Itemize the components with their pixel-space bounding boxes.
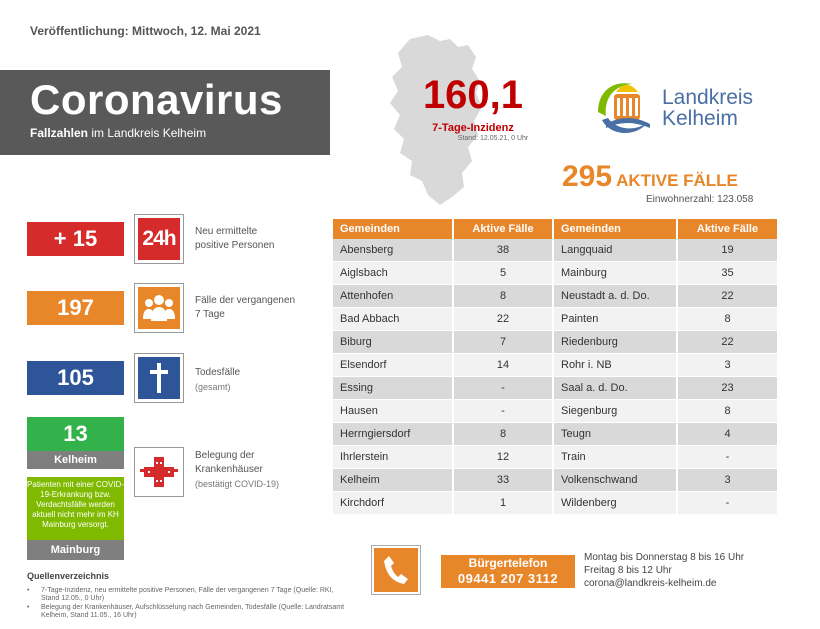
cross-icon-box	[134, 353, 184, 403]
week-cases-value: 197	[27, 291, 124, 325]
new-cases-value: + 15	[27, 222, 124, 256]
municipality-cell: Herrngiersdorf	[333, 423, 454, 446]
active-cases-cell: -	[678, 492, 777, 515]
active-cases-cell: 35	[678, 262, 777, 285]
logo-text: Landkreis Kelheim	[662, 86, 754, 130]
deaths-value: 105	[27, 361, 124, 395]
hotline-hours	[584, 551, 744, 590]
municipality-cell: Kirchdorf	[333, 492, 454, 515]
municipality-cell: Essing	[333, 377, 454, 400]
page-title: Coronavirus	[30, 76, 283, 123]
active-cases-cell: 19	[678, 239, 777, 262]
municipality-cell: Elsendorf	[333, 354, 454, 377]
hours-line: Freitag 8 bis 12 Uhr	[584, 565, 672, 576]
municipality-cell: Rohr i. NB	[554, 354, 678, 377]
hotline-email[interactable]: corona@landkreis-kelheim.de	[584, 578, 717, 589]
source-item: • Belegung der Krankenhäuser, Aufschlüsselung nach Gemeinden, Todesfälle (Quelle: Landratsamt Kelheim, Stand 11.05., 16 Uhr)	[27, 604, 347, 620]
sources	[27, 571, 347, 621]
active-cases-cell: 8	[454, 423, 554, 446]
municipality-cell: Volkenschwand	[554, 469, 678, 492]
active-cases-cell: -	[678, 446, 777, 469]
hospital-value: 13	[27, 417, 124, 451]
active-cases-cell: 22	[454, 308, 554, 331]
table-row	[333, 423, 777, 446]
hotline-box	[441, 555, 575, 588]
population: Einwohnerzahl: 123.058	[646, 194, 754, 205]
week-cases-desc: Fälle der vergangenen 7 Tage	[195, 295, 296, 320]
active-cases-cell: 38	[454, 239, 554, 262]
column-header: Aktive Fälle	[454, 219, 554, 239]
municipality-cell: Bad Abbach	[333, 308, 454, 331]
municipality-cell: Riedenburg	[554, 331, 678, 354]
table-row	[333, 308, 777, 331]
active-cases-cell: -	[454, 400, 554, 423]
sources-heading: Quellenverzeichnis	[27, 571, 110, 581]
24h-icon: 24h	[138, 218, 180, 260]
table-row	[333, 285, 777, 308]
table-row	[333, 400, 777, 423]
municipality-cell: Attenhofen	[333, 285, 454, 308]
municipality-cell: Abensberg	[333, 239, 454, 262]
active-cases-cell: 8	[678, 400, 777, 423]
active-cases-cell: 22	[678, 331, 777, 354]
active-cases-cell: 23	[678, 377, 777, 400]
table-row	[333, 331, 777, 354]
source-item: • 7-Tage-Inzidenz, neu ermittelte positive Personen, Fälle der vergangenen 7 Tage (Quelle: RKI, Stand 12.05., 0 Uhr)	[27, 587, 347, 603]
municipality-cell: Siegenburg	[554, 400, 678, 423]
publication-date: Veröffentlichung: Mittwoch, 12. Mai 2021	[30, 24, 261, 38]
active-cases	[562, 160, 738, 194]
municipality-table	[333, 219, 777, 515]
municipality-cell: Biburg	[333, 331, 454, 354]
table-row	[333, 239, 777, 262]
municipality-cell: Mainburg	[554, 262, 678, 285]
incidence-label: 7-Tage-Inzidenz	[432, 122, 514, 134]
cross-icon	[138, 357, 180, 399]
hotline-number: 09441 207 3112	[457, 571, 559, 586]
active-cases-cell: 33	[454, 469, 554, 492]
column-header: Aktive Fälle	[678, 219, 777, 239]
hospital-icon-box	[134, 447, 184, 497]
municipality-cell: Ihrlerstein	[333, 446, 454, 469]
active-cases-cell: 14	[454, 354, 554, 377]
active-cases-cell: 4	[678, 423, 777, 446]
incidence-value: 160,1	[422, 73, 524, 117]
table-row	[333, 354, 777, 377]
table-row	[333, 262, 777, 285]
table-header-row	[333, 219, 777, 239]
group-icon-box	[134, 283, 184, 333]
hospital-mainburg-label: Mainburg	[27, 540, 124, 560]
table-row	[333, 492, 777, 515]
hospital-kelheim-label: Kelheim	[27, 451, 124, 469]
active-cases-cell: 1	[454, 492, 554, 515]
incidence-stand: Stand: 12.05.21, 0 Uhr	[457, 135, 529, 142]
incidence-block	[408, 75, 538, 142]
municipality-cell: Teugn	[554, 423, 678, 446]
column-header: Gemeinden	[333, 219, 454, 239]
municipality-cell: Train	[554, 446, 678, 469]
logo-emblem-icon	[592, 72, 658, 140]
hospital-desc: Belegung der Krankenhäuser (bestätigt COVID-19)	[195, 450, 280, 489]
hours-line: Montag bis Donnerstag 8 bis 16 Uhr	[584, 552, 745, 563]
phone-icon	[372, 546, 420, 594]
active-cases-cell: 12	[454, 446, 554, 469]
title-banner	[0, 70, 330, 155]
deaths-desc: Todesfälle (gesamt)	[195, 367, 241, 392]
active-cases-cell: 3	[678, 354, 777, 377]
active-label: AKTIVE FÄLLE	[616, 171, 738, 190]
active-cases-cell: 8	[678, 308, 777, 331]
hospital-note: Patienten mit einer COVID-19-Erkrankung bzw. Verdachtsfälle werden aktuell nicht mehr im KH Mainburg versorgt.	[27, 477, 124, 540]
municipality-cell: Neustadt a. d. Do.	[554, 285, 678, 308]
active-cases-cell: 8	[454, 285, 554, 308]
group-icon	[138, 287, 180, 329]
active-cases-cell: 3	[678, 469, 777, 492]
column-header: Gemeinden	[554, 219, 678, 239]
hotline-title: Bürgertelefon	[468, 556, 548, 570]
municipality-cell: Aiglsbach	[333, 262, 454, 285]
landkreis-logo	[592, 72, 782, 140]
table-row	[333, 446, 777, 469]
table-row	[333, 377, 777, 400]
municipality-cell: Painten	[554, 308, 678, 331]
active-cases-cell: -	[454, 377, 554, 400]
page-subtitle: Fallzahlen im Landkreis Kelheim	[30, 126, 207, 140]
table-row	[333, 469, 777, 492]
active-count: 295	[562, 160, 613, 193]
new-cases-desc: Neu ermittelte positive Personen	[195, 226, 275, 251]
municipality-cell: Kelheim	[333, 469, 454, 492]
municipality-cell: Langquaid	[554, 239, 678, 262]
active-cases-cell: 7	[454, 331, 554, 354]
active-cases-cell: 22	[678, 285, 777, 308]
hospital-icon	[138, 451, 180, 493]
active-cases-cell: 5	[454, 262, 554, 285]
24h-icon-box	[134, 214, 184, 264]
municipality-cell: Hausen	[333, 400, 454, 423]
municipality-cell: Saal a. d. Do.	[554, 377, 678, 400]
municipality-cell: Wildenberg	[554, 492, 678, 515]
